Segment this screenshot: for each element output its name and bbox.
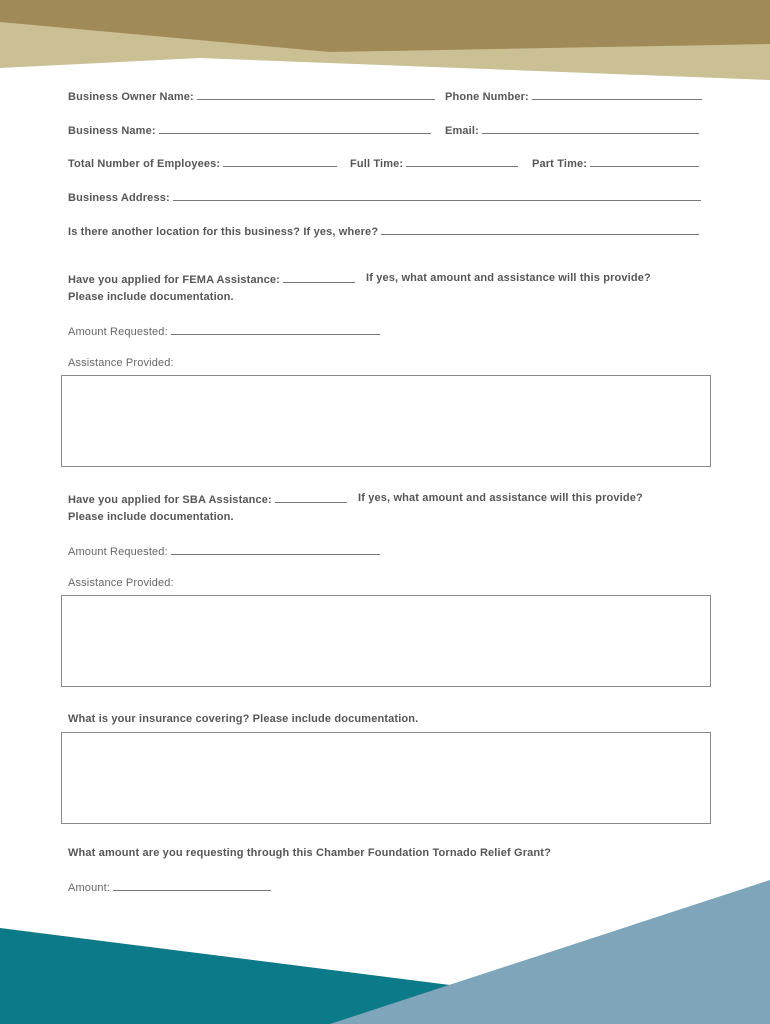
fema-followup: If yes, what amount and assistance will this provide? bbox=[366, 272, 651, 284]
owner-name-label: Business Owner Name: bbox=[68, 91, 194, 103]
full-time-label: Full Time: bbox=[350, 158, 404, 170]
fema-question-row[interactable] bbox=[68, 272, 355, 286]
sba-documentation-note: Please include documentation. bbox=[68, 511, 234, 523]
business-name-field[interactable] bbox=[68, 123, 431, 137]
business-address-field[interactable] bbox=[68, 190, 701, 204]
insurance-question: What is your insurance covering? Please include documentation. bbox=[68, 713, 419, 725]
grant-amount-line[interactable] bbox=[113, 880, 271, 891]
phone-number-field[interactable] bbox=[445, 89, 702, 103]
grant-question: What amount are you requesting through this Chamber Foundation Tornado Relief Grant? bbox=[68, 847, 551, 859]
sba-followup: If yes, what amount and assistance will this provide? bbox=[358, 492, 643, 504]
business-address-line[interactable] bbox=[173, 190, 701, 201]
part-time-label: Part Time: bbox=[532, 158, 588, 170]
insurance-box[interactable] bbox=[61, 732, 711, 824]
sba-question-row[interactable] bbox=[68, 492, 347, 506]
fema-assistance-label: Assistance Provided: bbox=[68, 357, 174, 369]
sba-assistance-box[interactable] bbox=[61, 595, 711, 687]
grant-amount-label: Amount: bbox=[68, 882, 111, 894]
sba-assistance-label: Assistance Provided: bbox=[68, 577, 174, 589]
business-name-line[interactable] bbox=[159, 123, 431, 134]
employees-label: Total Number of Employees: bbox=[68, 158, 221, 170]
part-time-field[interactable] bbox=[532, 156, 699, 170]
full-time-field[interactable] bbox=[350, 156, 518, 170]
business-name-label: Business Name: bbox=[68, 125, 156, 137]
fema-question: Have you applied for FEMA Assistance: bbox=[68, 274, 280, 286]
other-location-field[interactable] bbox=[68, 224, 699, 238]
fema-amount-field[interactable] bbox=[68, 324, 380, 338]
other-location-line[interactable] bbox=[381, 224, 699, 235]
fema-amount-line[interactable] bbox=[171, 324, 380, 335]
grant-amount-field[interactable] bbox=[68, 880, 271, 894]
employees-line[interactable] bbox=[223, 156, 337, 167]
fema-assistance-box[interactable] bbox=[61, 375, 711, 467]
fema-documentation-note: Please include documentation. bbox=[68, 291, 234, 303]
fema-amount-label: Amount Requested: bbox=[68, 326, 168, 338]
owner-name-field[interactable] bbox=[68, 89, 435, 103]
sba-amount-field[interactable] bbox=[68, 544, 380, 558]
fema-answer-line[interactable] bbox=[283, 272, 355, 283]
employees-field[interactable] bbox=[68, 156, 337, 170]
footer-band-steel bbox=[330, 880, 770, 1024]
email-field[interactable] bbox=[445, 123, 699, 137]
full-time-line[interactable] bbox=[406, 156, 518, 167]
phone-number-label: Phone Number: bbox=[445, 91, 529, 103]
part-time-line[interactable] bbox=[590, 156, 699, 167]
email-line[interactable] bbox=[482, 123, 699, 134]
sba-amount-line[interactable] bbox=[171, 544, 380, 555]
sba-amount-label: Amount Requested: bbox=[68, 546, 168, 558]
business-address-label: Business Address: bbox=[68, 192, 170, 204]
sba-question: Have you applied for SBA Assistance: bbox=[68, 494, 272, 506]
phone-number-line[interactable] bbox=[532, 89, 702, 100]
sba-answer-line[interactable] bbox=[275, 492, 347, 503]
owner-name-line[interactable] bbox=[197, 89, 435, 100]
other-location-label: Is there another location for this business? If yes, where? bbox=[68, 226, 379, 238]
email-label: Email: bbox=[445, 125, 479, 137]
